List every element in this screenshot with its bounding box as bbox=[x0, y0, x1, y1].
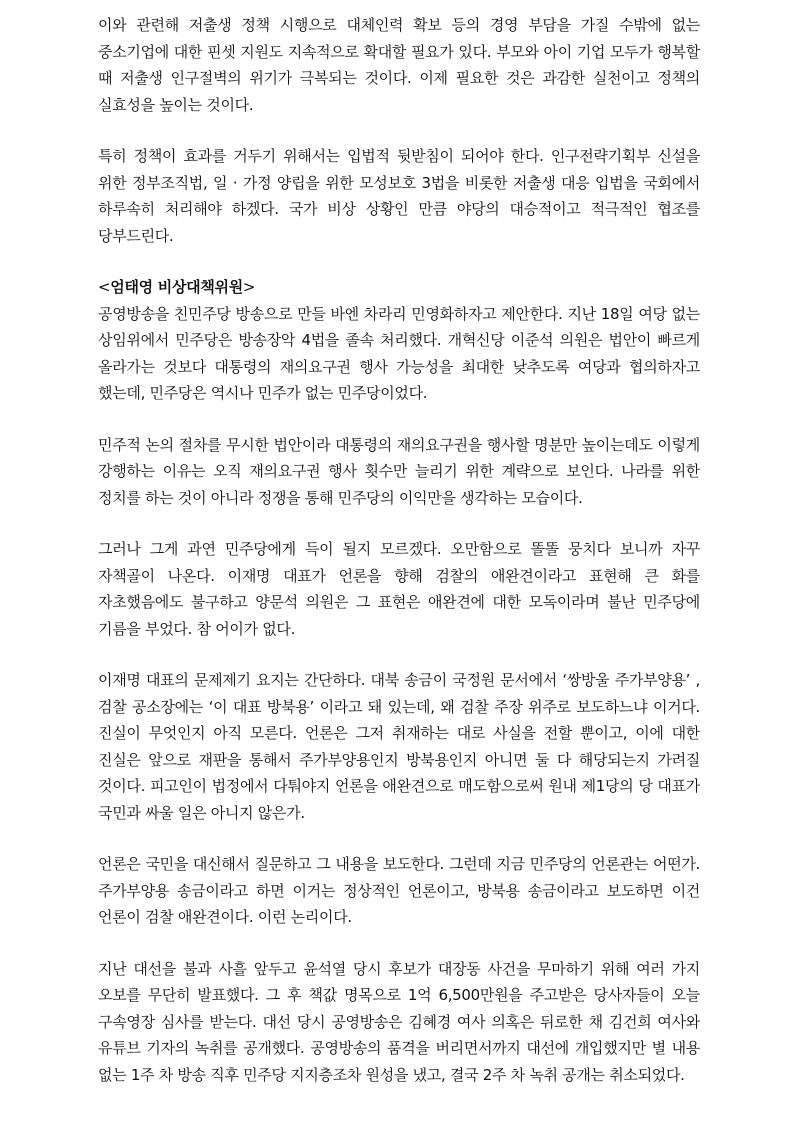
paragraph: 특히 정책이 효과를 거두기 위해서는 입법적 뒷받침이 되어야 한다. 인구전략기획부 신설을 위한 정부조직법, 일 · 가정 양립을 위한 모성보호 3법을 비롯한 저출생 대응 입법을 국회에서 하루속히 처리해야 하겠다. 국가 비상 상황인 만큼 야당의 대승적이고 적극적인 협조를 당부드린다. bbox=[98, 147, 700, 245]
paragraph: 이재명 대표의 문제제기 요지는 간단하다. 대북 송금이 국정원 문서에서 ‘쌍방울 주가부양용’ , 검찰 공소장에는 ‘이 대표 방북용’ 이라고 돼 있는데, 왜 검찰 주장 위주로 보도하느냐 이거다. 진실이 무엇인지 아직 모른다. 언론은 그저 취재하는 대로 사실을 전할 뿐이고, 이에 대한 진실은 앞으로 재판을 통해서 주가부양용인지 방북용인지 아니면 둘 다 해당되는지 가려질 것이다. 피고인이 법정에서 다퉈야지 언론을 애완견으로 매도함으로써 원내 제1당의 당 대표가 국민과 싸울 일은 아니지 않은가. bbox=[98, 671, 700, 822]
paragraph: 민주적 논의 절차를 무시한 법안이라 대통령의 재의요구권을 행사할 명분만 높이는데도 이렇게 강행하는 이유는 오직 재의요구권 행사 횟수만 늘리기 위한 계략으로 보인다. 나라를 위한 정치를 하는 것이 아니라 정쟁을 통해 민주당의 이익만을 생각하는 모습이다. bbox=[98, 435, 700, 507]
heading-open-bracket: < bbox=[98, 278, 111, 296]
section-heading bbox=[98, 274, 700, 301]
heading-close-bracket: > bbox=[242, 278, 256, 296]
paragraph: 그러나 그게 과연 민주당에게 득이 될지 모르겠다. 오만함으로 똘똘 뭉치다 보니까 자꾸 자책골이 나온다. 이재명 대표가 언론을 향해 검찰의 애완견이라고 표현해 큰 화를 자초했음에도 불구하고 양문석 의원은 그 표현은 애완견에 대한 모독이라며 불난 민주당에 기름을 부었다. 참 어이가 없다. bbox=[98, 540, 700, 638]
document-page bbox=[98, 12, 700, 1088]
paragraph: 이와 관련해 저출생 정책 시행으로 대체인력 확보 등의 경영 부담을 가질 수밖에 없는 중소기업에 대한 핀셋 지원도 지속적으로 확대할 필요가 있다. 부모와 아이 기업 모두가 행복할 때 저출생 인구절벽의 위기가 극복되는 것이다. 이제 필요한 것은 과감한 실천이고 정책의 실효성을 높이는 것이다. bbox=[98, 16, 700, 114]
paragraph: 공영방송을 친민주당 방송으로 만들 바엔 차라리 민영화하자고 제안한다. 지난 18일 여당 없는 상임위에서 민주당은 방송장악 4법을 졸속 처리했다. 개혁신당 이준석 의원은 법안이 빠르게 올라가는 것보다 대통령의 재의요구권 행사 가능성을 최대한 낮추도록 여당과 협의하자고 했는데, 민주당은 역시나 민주가 없는 민주당이었다. bbox=[98, 304, 700, 402]
speaker-name: 엄태영 비상대책위원 bbox=[110, 278, 243, 296]
paragraph: 언론은 국민을 대신해서 질문하고 그 내용을 보도한다. 그런데 지금 민주당의 언론관는 어떤가. 주가부양용 송금이라고 하면 이거는 정상적인 언론이고, 방북용 송금이라고 보도하면 이건 언론이 검찰 애완견이다. 이런 논리이다. bbox=[98, 855, 700, 926]
paragraph: 지난 대선을 불과 사흘 앞두고 윤석열 당시 후보가 대장동 사건을 무마하기 위해 여러 가지 오보를 무단히 발표했다. 그 후 책값 명목으로 1억 6,500만원을 주고받은 당사자들이 오늘 구속영장 심사를 받는다. 대선 당시 공영방송은 김혜경 여사 의혹은 뒤로한 채 김건희 여사와 유튜브 기자의 녹취를 공개했다. 공영방송의 품격을 버리면서까지 대선에 개입했지만 별 내용 없는 1주 차 방송 직후 민주당 지지층조차 원성을 냈고, 결국 2주 차 녹취 공개는 취소되었다. bbox=[98, 959, 700, 1084]
